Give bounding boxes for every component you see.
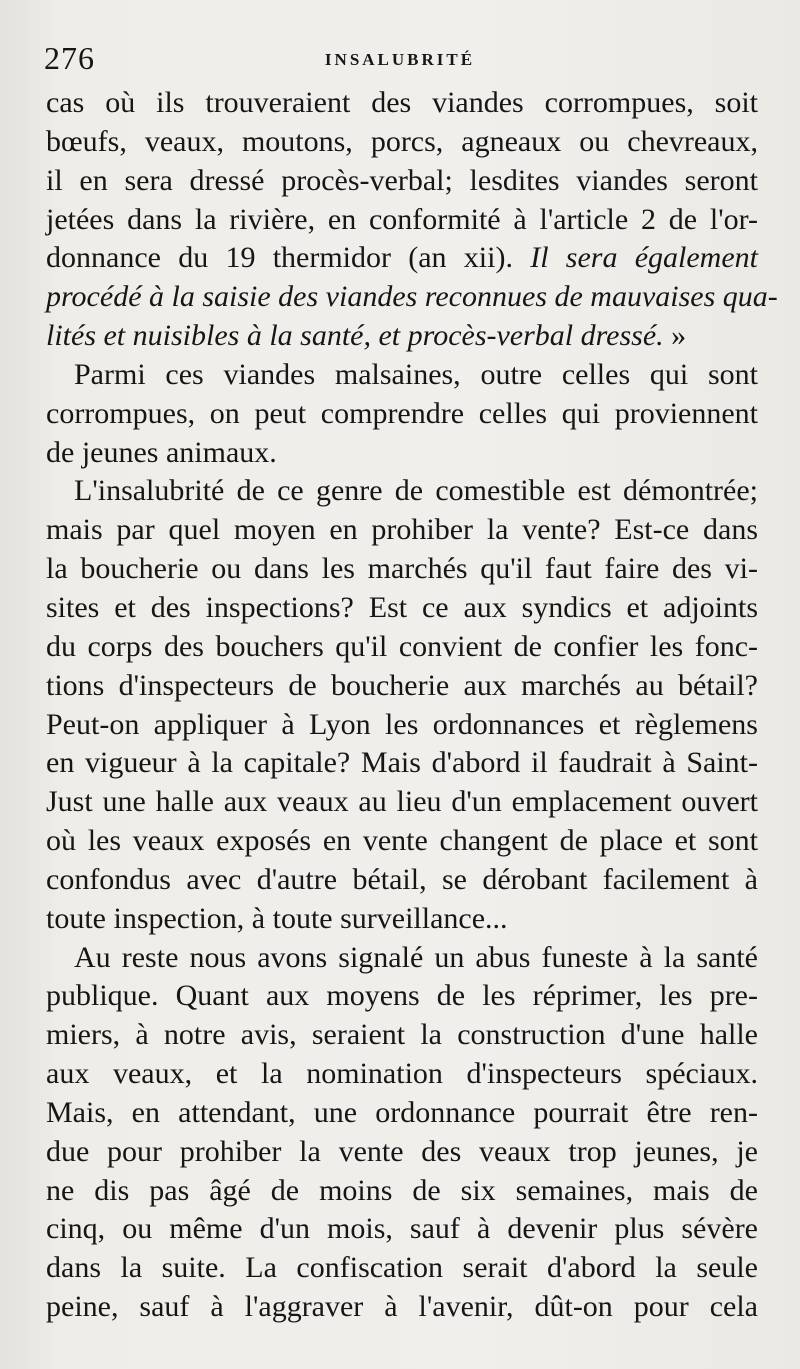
- running-head: INSALUBRITÉ: [324, 50, 476, 69]
- text-line: [46, 511, 758, 550]
- text-line: [46, 1055, 758, 1094]
- text-line: [46, 239, 758, 278]
- line-text: confondus avec d'autre bétail, se dérobant facilement à: [46, 862, 758, 896]
- text-line: [46, 628, 758, 667]
- text-line: [46, 278, 778, 317]
- text-line: [46, 1172, 758, 1211]
- text-line: [46, 395, 758, 434]
- line-text: Just une halle aux veaux au lieu d'un emplacement ouvert: [46, 785, 758, 819]
- text-line: [46, 1249, 758, 1288]
- text-line: [46, 84, 758, 123]
- line-text: cinq, ou même d'un mois, sauf à devenir plus sévère: [46, 1212, 758, 1246]
- text-line: [46, 744, 758, 783]
- line-text: aux veaux, et la nomination d'inspecteurs spéciaux.: [46, 1057, 758, 1091]
- text-line: [46, 123, 758, 162]
- text-line: [46, 939, 758, 978]
- line-text: peine, sauf à l'aggraver à l'avenir, dût-on pour cela: [46, 1290, 758, 1324]
- page-header: [44, 40, 756, 80]
- line-text: où les veaux exposés en vente changent de place et sont: [46, 824, 758, 858]
- line-text: donnance du 19 thermidor (an xii).: [46, 241, 513, 275]
- line-text: Parmi ces viandes malsaines, outre celles qui sont: [74, 357, 758, 391]
- text-line: [46, 1288, 758, 1327]
- line-text: mais par quel moyen en prohiber la vente? Est-ce dans: [46, 513, 758, 547]
- text-line: [46, 1016, 758, 1055]
- text-line: [46, 822, 758, 861]
- text-line: [46, 434, 758, 473]
- text-line: [46, 783, 758, 822]
- text-line: [46, 1210, 758, 1249]
- text-line: [46, 1133, 758, 1172]
- line-text: corrompues, on peut comprendre celles qui proviennent: [46, 396, 758, 430]
- line-text: toute inspection, à toute surveillance...: [46, 901, 508, 935]
- text-line: [46, 162, 758, 201]
- line-text: publique. Quant aux moyens de les réprimer, les pre-: [46, 979, 758, 1013]
- line-text: ne dis pas âgé de moins de six semaines, mais de: [46, 1173, 758, 1207]
- text-line: [46, 472, 758, 511]
- line-text: de jeunes animaux.: [46, 435, 277, 469]
- line-text: bœufs, veaux, moutons, porcs, agneaux ou chevreaux,: [46, 124, 758, 158]
- line-text: jetées dans la rivière, en conformité à l'article 2 de l'or-: [46, 202, 758, 236]
- line-italic-tail: Il sera également: [530, 241, 758, 275]
- line-text: sites et des inspections? Est ce aux syndics et adjoints: [46, 590, 758, 624]
- line-text: dans la suite. La confiscation serait d'abord la seule: [46, 1251, 758, 1285]
- text-line: [46, 201, 758, 240]
- line-text: cas où ils trouveraient des viandes corrompues, soit: [46, 86, 758, 119]
- line-text: L'insalubrité de ce genre de comestible est démontrée;: [74, 474, 758, 508]
- text-line: [46, 1094, 758, 1133]
- closing-quote: »: [671, 319, 687, 353]
- line-text: Au reste nous avons signalé un abus funeste à la santé: [74, 940, 758, 974]
- text-line: [46, 977, 758, 1016]
- line-text: il en sera dressé procès-verbal; lesdites viandes seront: [46, 163, 758, 197]
- line-text: Peut-on appliquer à Lyon les ordonnances et règlemens: [46, 707, 758, 741]
- line-text: en vigueur à la capitale? Mais d'abord il faudrait à Saint-: [46, 746, 758, 780]
- line-text: la boucherie ou dans les marchés qu'il faut faire des vi-: [46, 552, 758, 586]
- text-line: [46, 589, 758, 628]
- line-text: du corps des bouchers qu'il convient de confier les fonc-: [46, 629, 758, 663]
- body-text: [46, 84, 778, 1327]
- line-text: procédé à la saisie des viandes reconnues de mauvaises qua-: [46, 280, 778, 314]
- page-number: 276: [44, 40, 95, 76]
- line-text: miers, à notre avis, seraient la construction d'une halle: [46, 1018, 758, 1052]
- text-line: [46, 317, 758, 356]
- line-text: lités et nuisibles à la santé, et procès-verbal dressé.: [46, 319, 664, 353]
- text-line: [46, 667, 758, 706]
- text-line: [46, 861, 758, 900]
- line-text: tions d'inspecteurs de boucherie aux marchés au bétail?: [46, 668, 758, 702]
- line-text: due pour prohiber la vente des veaux trop jeunes, je: [46, 1134, 758, 1168]
- text-line: [46, 550, 758, 589]
- text-line: [46, 900, 758, 939]
- text-line: [46, 706, 758, 745]
- line-text: Mais, en attendant, une ordonnance pourrait être ren-: [46, 1095, 758, 1129]
- text-line: [46, 356, 758, 395]
